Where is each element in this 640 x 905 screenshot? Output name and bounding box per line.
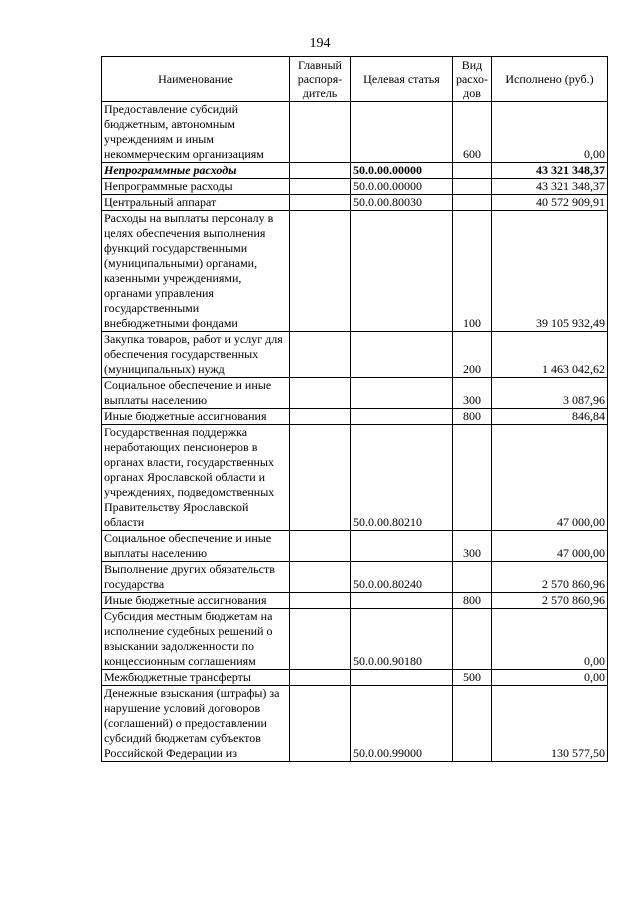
row-name: Закупка товаров, работ и услуг для обеспечения государственных (муниципальных) нужд xyxy=(102,332,290,378)
table-row xyxy=(102,562,608,593)
row-name: Государственная поддержка неработающих пенсионеров в органах власти, государственных органах Ярославской области и учреждениях, подведомственных Правительству Ярославской области xyxy=(102,425,290,531)
row-main xyxy=(290,102,351,163)
row-target: 50.0.00.80210 xyxy=(351,425,453,531)
row-main xyxy=(290,179,351,195)
budget-table xyxy=(101,56,608,762)
page-number: 194 xyxy=(309,36,331,51)
row-main xyxy=(290,425,351,531)
row-executed: 2 570 860,96 xyxy=(492,562,608,593)
row-type xyxy=(453,686,492,762)
row-target: 50.0.00.90180 xyxy=(351,609,453,670)
row-main xyxy=(290,378,351,409)
row-main xyxy=(290,609,351,670)
row-main xyxy=(290,163,351,179)
row-type xyxy=(453,163,492,179)
header-name: Наименование xyxy=(102,57,290,102)
row-target: 50.0.00.00000 xyxy=(351,163,453,179)
row-name: Иные бюджетные ассигнования xyxy=(102,593,290,609)
row-executed: 0,00 xyxy=(492,609,608,670)
row-type: 300 xyxy=(453,531,492,562)
header-executed: Исполнено (руб.) xyxy=(492,57,608,102)
row-target xyxy=(351,211,453,332)
row-type xyxy=(453,195,492,211)
row-target: 50.0.00.00000 xyxy=(351,179,453,195)
row-executed: 846,84 xyxy=(492,409,608,425)
row-target xyxy=(351,102,453,163)
row-type xyxy=(453,425,492,531)
row-type: 300 xyxy=(453,378,492,409)
table-header-row xyxy=(102,57,608,102)
row-target xyxy=(351,409,453,425)
table-row xyxy=(102,102,608,163)
row-type: 600 xyxy=(453,102,492,163)
row-executed: 43 321 348,37 xyxy=(492,179,608,195)
table-row xyxy=(102,593,608,609)
row-main xyxy=(290,195,351,211)
row-name: Предоставление субсидий бюджетным, автономным учреждениям и иным некоммерческим организациям xyxy=(102,102,290,163)
table-row xyxy=(102,609,608,670)
row-type: 200 xyxy=(453,332,492,378)
header-main-manager: Главный распоря-дитель xyxy=(290,57,351,102)
row-type: 100 xyxy=(453,211,492,332)
row-main xyxy=(290,409,351,425)
row-name: Социальное обеспечение и иные выплаты населению xyxy=(102,378,290,409)
table-row xyxy=(102,531,608,562)
row-name: Расходы на выплаты персоналу в целях обеспечения выполнения функций государственными (муниципальными) органами, казенными учреждениями, органами управления государственными внебюджетными фондами xyxy=(102,211,290,332)
row-main xyxy=(290,686,351,762)
row-executed: 130 577,50 xyxy=(492,686,608,762)
row-type xyxy=(453,562,492,593)
table-row xyxy=(102,670,608,686)
table-row xyxy=(102,686,608,762)
row-target xyxy=(351,378,453,409)
header-target-article: Целевая статья xyxy=(351,57,453,102)
row-target: 50.0.00.80030 xyxy=(351,195,453,211)
row-main xyxy=(290,211,351,332)
row-target xyxy=(351,670,453,686)
row-target: 50.0.00.99000 xyxy=(351,686,453,762)
row-executed: 0,00 xyxy=(492,102,608,163)
table-row xyxy=(102,179,608,195)
row-executed: 3 087,96 xyxy=(492,378,608,409)
row-executed: 43 321 348,37 xyxy=(492,163,608,179)
row-executed: 40 572 909,91 xyxy=(492,195,608,211)
row-executed: 47 000,00 xyxy=(492,531,608,562)
row-executed: 39 105 932,49 xyxy=(492,211,608,332)
row-name: Центральный аппарат xyxy=(102,195,290,211)
row-type: 500 xyxy=(453,670,492,686)
row-main xyxy=(290,562,351,593)
row-type: 800 xyxy=(453,593,492,609)
row-name: Выполнение других обязательств государства xyxy=(102,562,290,593)
table-row xyxy=(102,332,608,378)
table-row xyxy=(102,211,608,332)
table-row xyxy=(102,378,608,409)
row-type xyxy=(453,609,492,670)
row-target xyxy=(351,593,453,609)
row-executed: 47 000,00 xyxy=(492,425,608,531)
row-name: Межбюджетные трансферты xyxy=(102,670,290,686)
table-row xyxy=(102,409,608,425)
row-target xyxy=(351,332,453,378)
row-type xyxy=(453,179,492,195)
row-name: Денежные взыскания (штрафы) за нарушение условий договоров (соглашений) о предоставлении субсидий бюджетам субъектов Российской Федерации из xyxy=(102,686,290,762)
row-name: Непрограммные расходы xyxy=(102,179,290,195)
row-name: Субсидия местным бюджетам на исполнение судебных решений о взыскании задолженности по концессионным соглашениям xyxy=(102,609,290,670)
table-row xyxy=(102,195,608,211)
row-name: Иные бюджетные ассигнования xyxy=(102,409,290,425)
header-expense-type: Вид расхо-дов xyxy=(453,57,492,102)
row-name: Социальное обеспечение и иные выплаты населению xyxy=(102,531,290,562)
row-main xyxy=(290,531,351,562)
row-main xyxy=(290,332,351,378)
row-executed: 1 463 042,62 xyxy=(492,332,608,378)
row-main xyxy=(290,670,351,686)
row-name: Непрограммные расходы xyxy=(102,163,290,179)
table-row xyxy=(102,425,608,531)
row-type: 800 xyxy=(453,409,492,425)
row-target: 50.0.00.80240 xyxy=(351,562,453,593)
row-main xyxy=(290,593,351,609)
row-executed: 0,00 xyxy=(492,670,608,686)
row-executed: 2 570 860,96 xyxy=(492,593,608,609)
row-target xyxy=(351,531,453,562)
table-row xyxy=(102,163,608,179)
